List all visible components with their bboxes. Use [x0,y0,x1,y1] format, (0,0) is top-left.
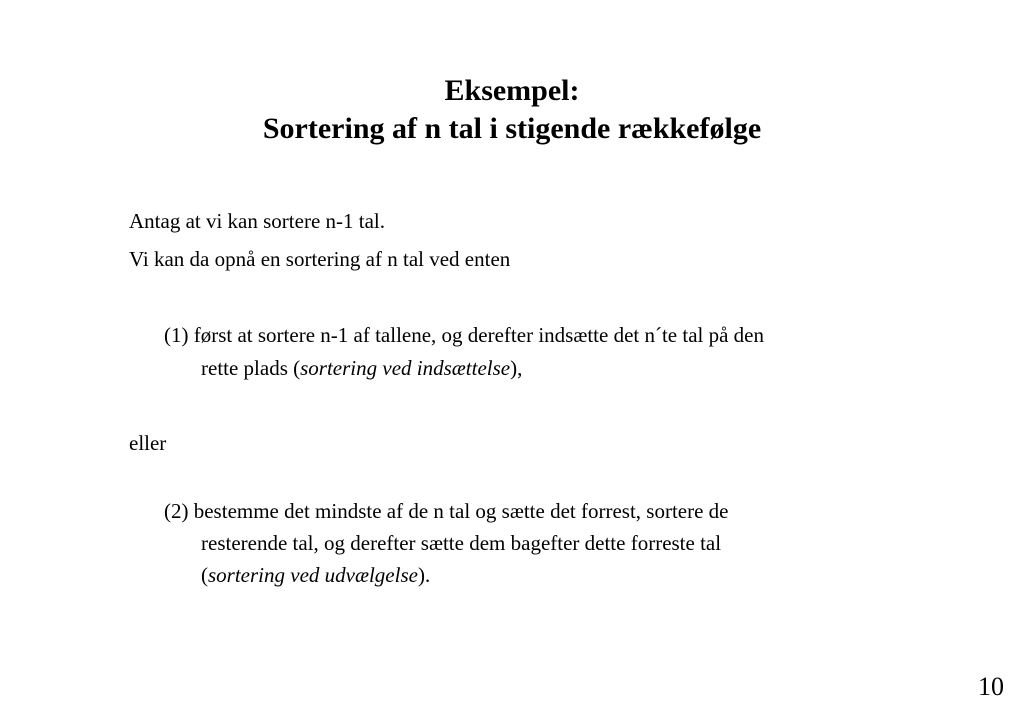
slide-title [0,72,1024,148]
title-line-2: Sortering af n tal i stigende rækkefølge [262,112,762,145]
page-number: 10 [978,672,1004,701]
option-1-term: sortering ved indsættelse [300,356,511,380]
option-1-suffix: ), [510,356,523,380]
option-2-line-3 [201,562,430,588]
intro-line-2: Vi kan da opnå en sortering af n tal ved enten [129,247,511,271]
option-1-line-1: (1) først at sortere n-1 af tallene, og derefter indsætte det n´te tal på den [164,323,765,347]
option-2-prefix: ( [201,563,208,587]
option-2-term: sortering ved udvælgelse [208,563,418,587]
option-2-suffix: ). [417,563,431,587]
option-2-line-1: (2) bestemme det mindste af de n tal og sætte det forrest, sortere de [164,499,729,523]
option-2-line-2: resterende tal, og derefter sætte dem bagefter dette forreste tal [201,531,722,555]
option-1-line-2 [201,355,522,381]
connector-text: eller [129,431,167,455]
title-line-1: Eksempel: [444,74,580,107]
intro-line-1: Antag at vi kan sortere n-1 tal. [129,209,385,233]
option-1-prefix: rette plads ( [201,356,301,380]
